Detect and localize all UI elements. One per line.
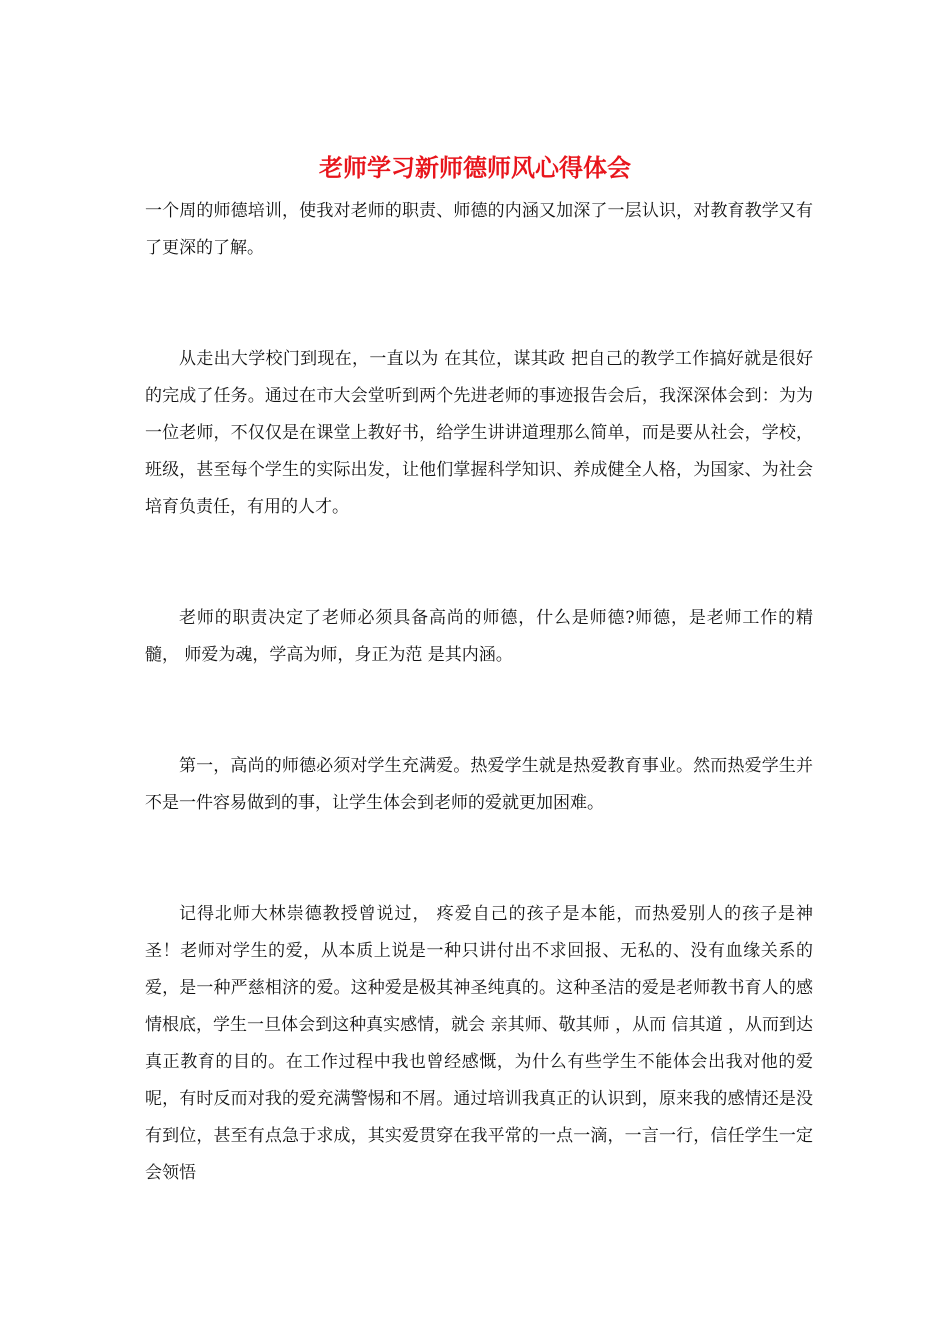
paragraph-intro: 一个周的师德培训，使我对老师的职责、师德的内涵又加深了一层认识，对教育教学又有了更深的了解。 <box>145 201 813 258</box>
paragraph-first-point: 第一，高尚的师德必须对学生充满爱。热爱学生就是热爱教育事业。然而热爱学生并不是一件容易做到的事，让学生体会到老师的爱就更加困难。 <box>145 756 813 813</box>
paragraph-gap <box>145 822 813 896</box>
paragraph-gap <box>145 674 813 748</box>
paragraph-ethics: 老师的职责决定了老师必须具备高尚的师德，什么是师德?师德，是老师工作的精髓， 师爱为魂，学高为师，身正为范 是其内涵。 <box>145 608 813 665</box>
paragraph-gap <box>145 526 813 600</box>
paragraph-career: 从走出大学校门到现在，一直以为 在其位，谋其政 把自己的教学工作搞好就是很好的完成了任务。通过在市大会堂听到两个先进老师的事迹报告会后，我深深体会到：为为一位老师，不仅仅是在课堂上教好书，给学生讲讲道理那么简单，而是要从社会，学校，班级，甚至每个学生的实际出发，让他们掌握科学知识、养成健全人格，为国家、为社会培育负责任，有用的人才。 <box>145 349 813 517</box>
document-title: 老师学习新师德师风心得体会 <box>319 153 631 182</box>
paragraph-gap <box>145 267 813 341</box>
document-body <box>145 193 813 1192</box>
paragraph-quote: 记得北师大林崇德教授曾说过， 疼爱自己的孩子是本能，而热爱别人的孩子是神圣！老师对学生的爱，从本质上说是一种只讲付出不求回报、无私的、没有血缘关系的爱，是一种严慈相济的爱。这种爱是极其神圣纯真的。这种圣洁的爱是老师教书育人的感情根底，学生一旦体会到这种真实感情，就会 亲其师、敬其师 ，从而 信其道 ，从而到达真正教育的目的。在工作过程中我也曾经感慨，为什么有些学生不能体会出我对他的爱呢，有时反而对我的爱充满警惕和不屑。通过培训我真正的认识到，原来我的感情还是没有到位，甚至有点急于求成，其实爱贯穿在我平常的一点一滴，一言一行，信任学生一定会领悟 <box>145 904 813 1183</box>
